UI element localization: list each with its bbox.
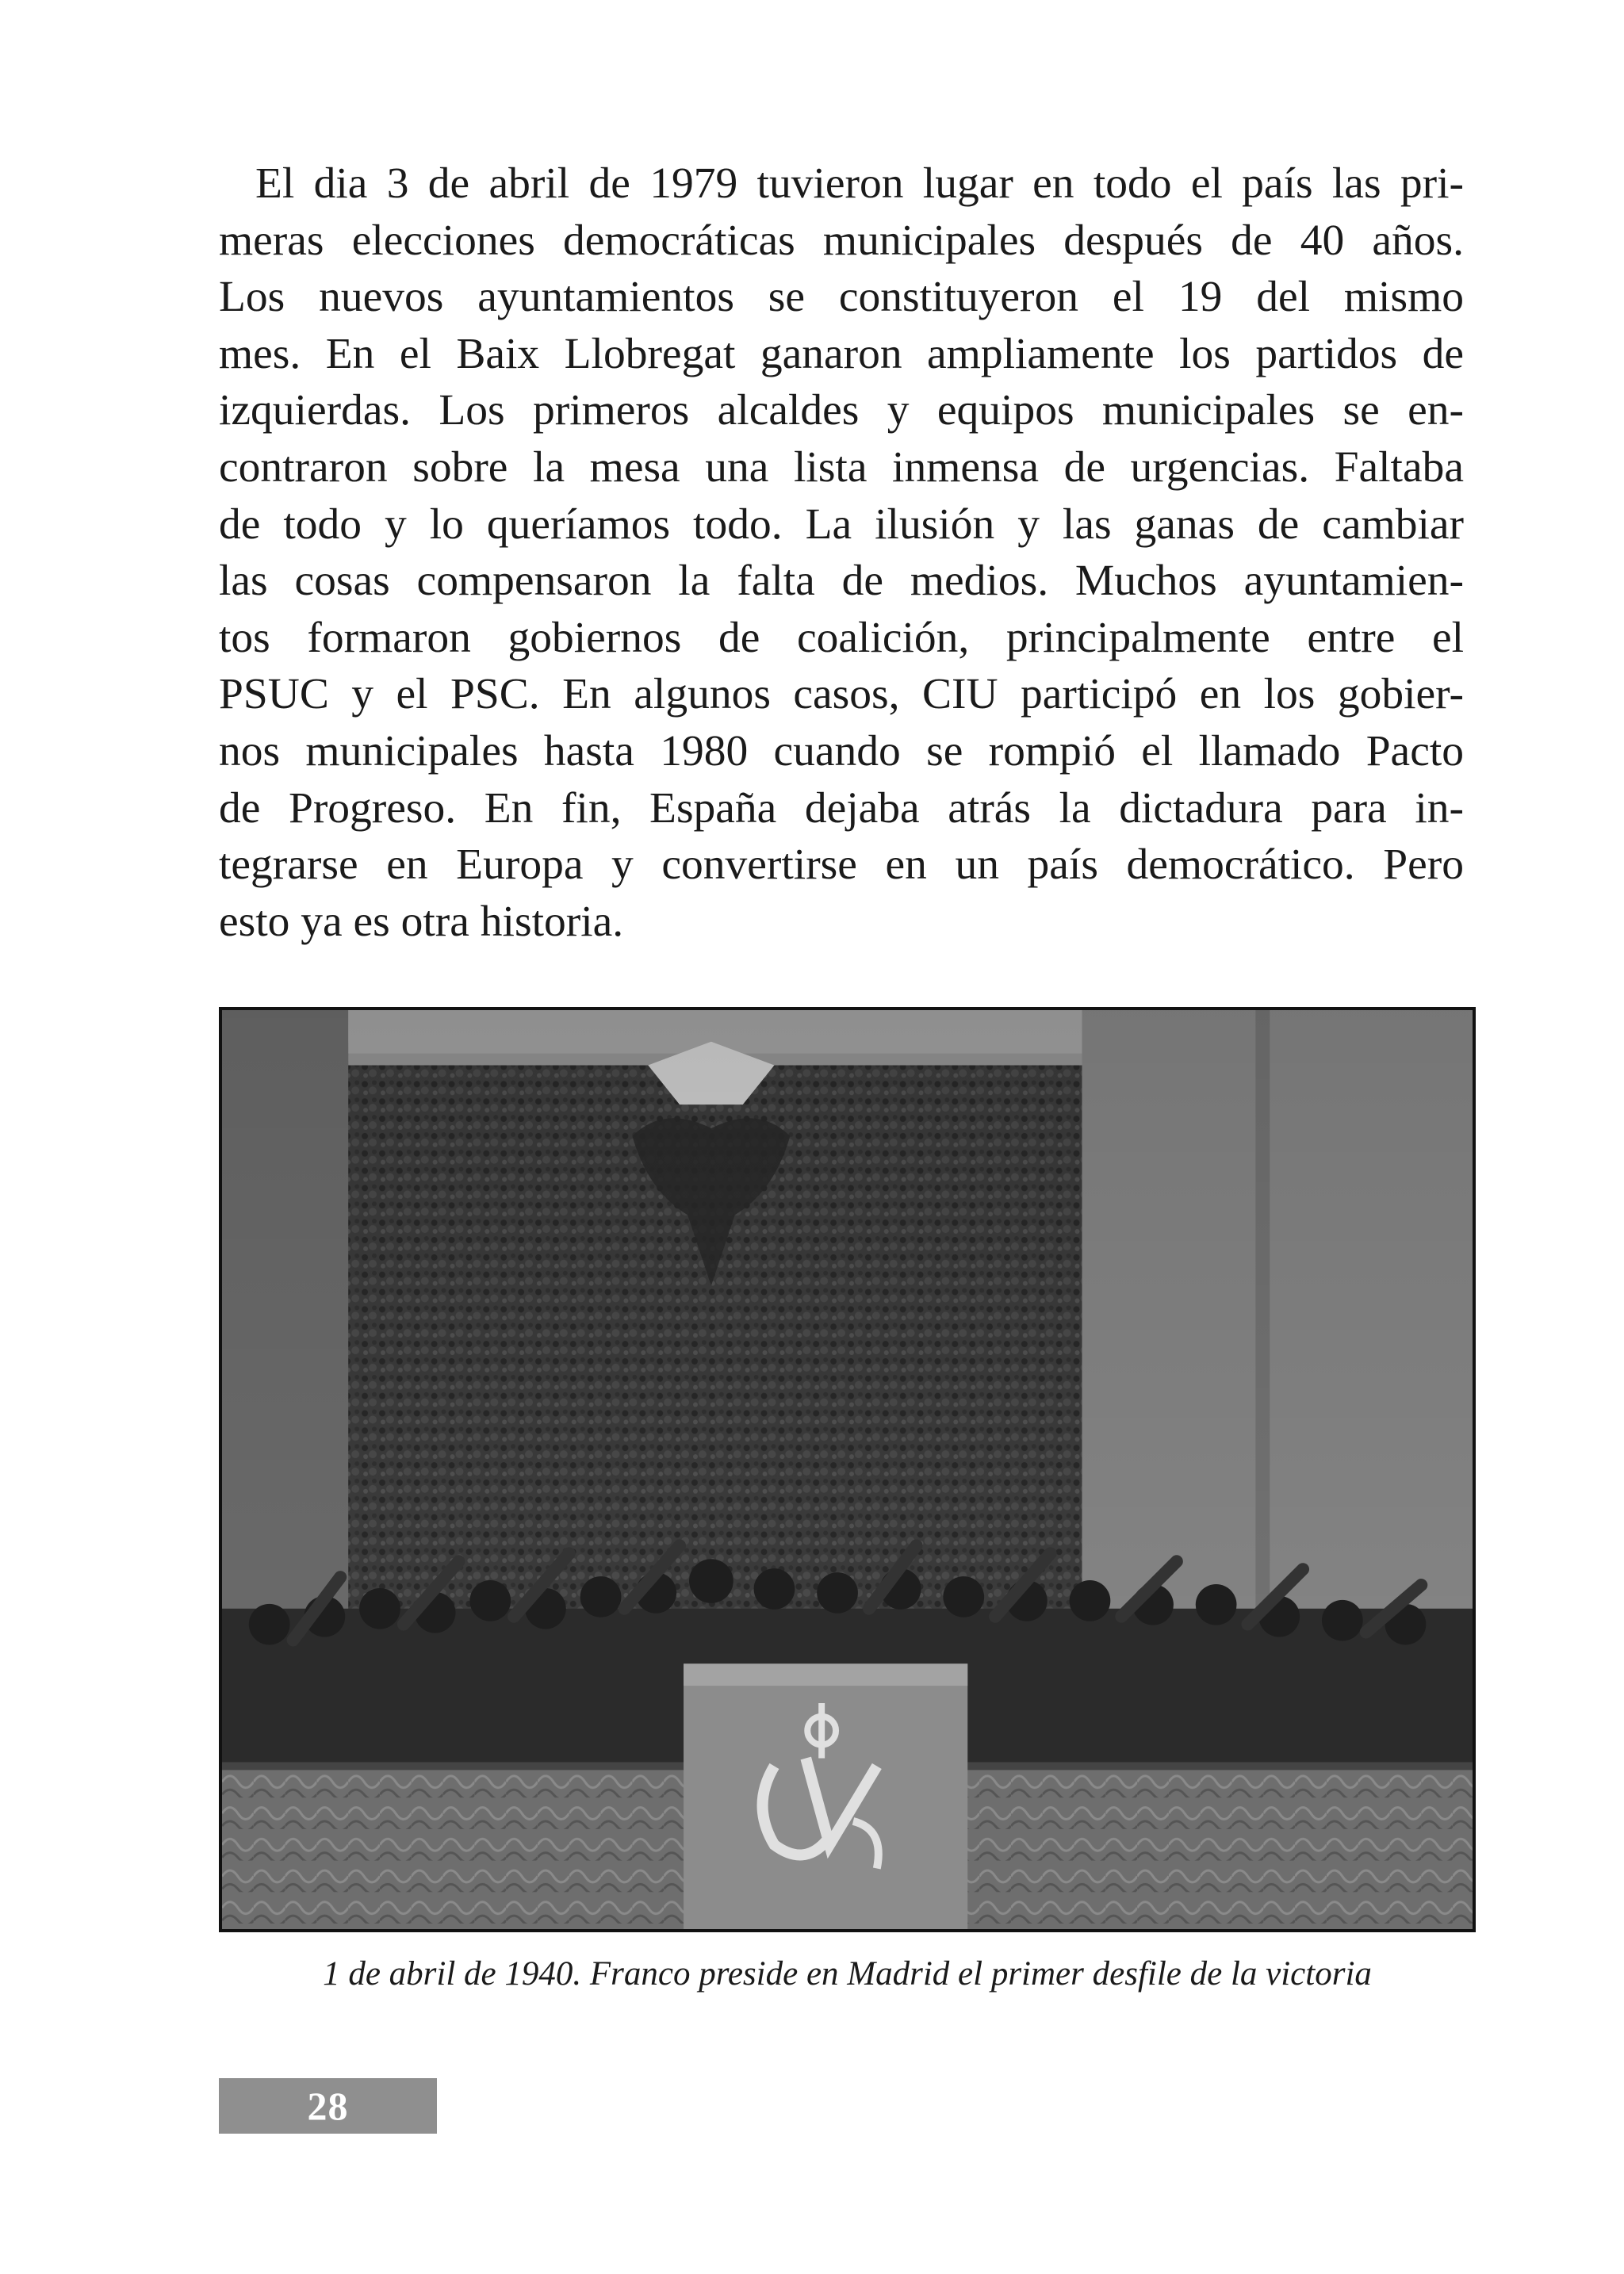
- historical-photo: [219, 1007, 1476, 1932]
- photo-caption: 1 de abril de 1940. Franco preside en Madrid el primer desfile de la victoria: [323, 1955, 1372, 1993]
- page-number-box: [219, 2078, 437, 2134]
- paragraph-line: esto ya es otra historia.: [219, 897, 624, 946]
- paragraph-line: de todo y lo queríamos todo. La ilusión y las ganas de cambiar: [219, 500, 1464, 549]
- page-number: 28: [307, 2084, 349, 2128]
- paragraph-line: contraron sobre la mesa una lista inmensa de urgencias. Faltaba: [219, 442, 1464, 492]
- paragraph-line: de Progreso. En fin, España dejaba atrás la dictadura para in-: [219, 783, 1464, 833]
- paragraph-line: tegrarse en Europa y convertirse en un país democrático. Pero: [219, 840, 1464, 890]
- paragraph-line: izquierdas. Los primeros alcaldes y equipos municipales se en-: [219, 386, 1464, 435]
- paragraph-line: las cosas compensaron la falta de medios. Muchos ayuntamien-: [219, 557, 1464, 606]
- paragraph-line: nos municipales hasta 1980 cuando se rompió el llamado Pacto: [219, 726, 1464, 775]
- paragraph-line: tos formaron gobiernos de coalición, principalmente entre el: [219, 613, 1464, 662]
- body-paragraph: [219, 155, 1464, 950]
- paragraph-line: El dia 3 de abril de 1979 tuvieron lugar en todo el país las pri-: [255, 159, 1464, 208]
- paragraph-line: Los nuevos ayuntamientos se constituyeron el 19 del mismo: [219, 273, 1464, 322]
- paragraph-line: meras elecciones democráticas municipales después de 40 años.: [219, 216, 1464, 265]
- paragraph-line: PSUC y el PSC. En algunos casos, CIU participó en los gobier-: [219, 670, 1464, 719]
- parade-photo-illustration: [222, 1010, 1473, 1929]
- paragraph-line: mes. En el Baix Llobregat ganaron ampliamente los partidos de: [219, 329, 1464, 378]
